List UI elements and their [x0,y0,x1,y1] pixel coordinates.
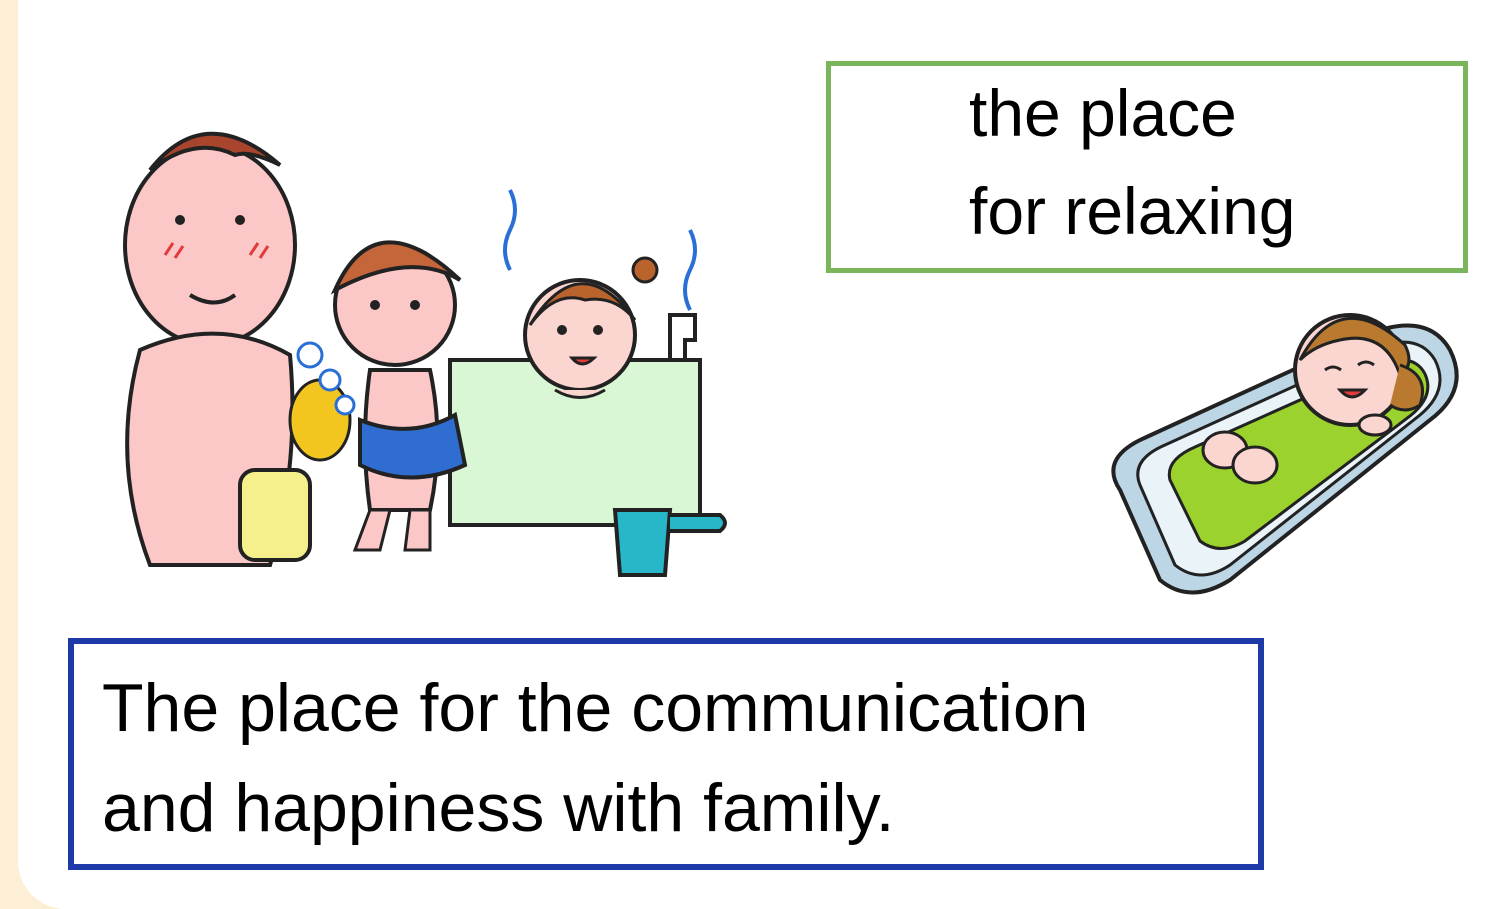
family-bath-illustration [110,90,750,590]
family-caption-line-2: and happiness with family. [102,770,895,846]
child-in-bathtub-illustration [1100,290,1480,610]
relaxing-caption-line-2: for relaxing [969,174,1296,248]
family-caption-box [68,638,1264,870]
relaxing-caption-box [826,61,1468,273]
relaxing-caption-line-1: the place [969,76,1237,150]
family-caption-line-1: The place for the communication [102,670,1089,746]
